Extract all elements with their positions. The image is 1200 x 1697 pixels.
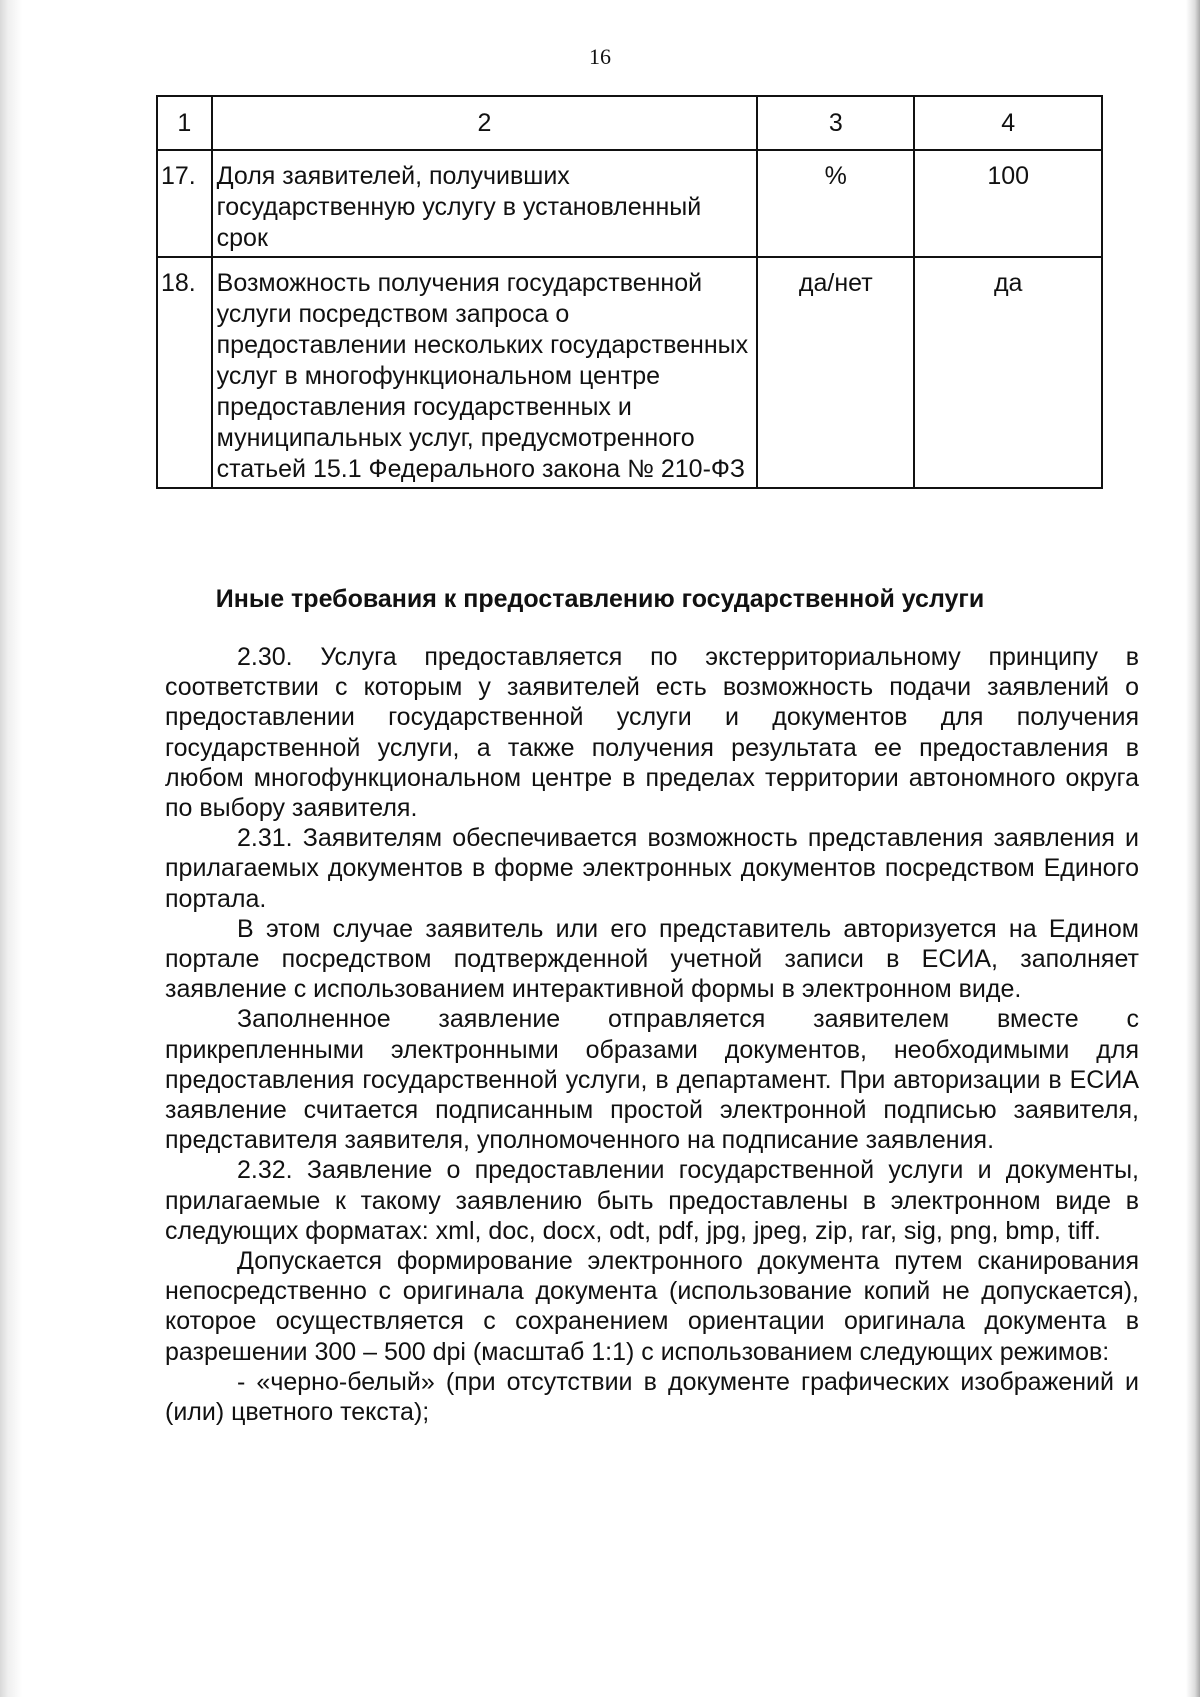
scan-edge-right (1186, 0, 1200, 1697)
indicators-table (156, 95, 1103, 489)
body-text (165, 642, 1139, 1427)
paragraph: Допускается формирование электронного документа путем сканирования непосредственно с оригинала документа (использование копий не допускается), которое осуществляется с сохранением ориентации оригинала документа в разрешении 300 – 500 dpi (масштаб 1:1) с использованием следующих режимов: (165, 1247, 1139, 1366)
indicator-value: да (914, 257, 1102, 488)
table-header-cell: 2 (212, 96, 758, 150)
scan-edge-left (0, 0, 22, 1697)
table-header-cell: 4 (914, 96, 1102, 150)
table-header-cell: 1 (157, 96, 212, 150)
table-header-row (157, 96, 1102, 150)
paragraph: Заполненное заявление отправляется заявителем вместе с прикрепленными электронными образами документов, необходимыми для предоставления государственной услуги, в департамент. При авторизации в ЕСИА заявление считается подписанным простой электронной подписью заявителя, представителя заявителя, уполномоченного на подписание заявления. (165, 1005, 1139, 1155)
unit-of-measure: да/нет (757, 257, 914, 488)
table-row (157, 257, 1102, 488)
section-heading: Иные требования к предоставлению государственной услуги (215, 585, 985, 613)
paragraph: - «черно-белый» (при отсутствии в документе графических изображений и (или) цветного текста); (165, 1367, 1139, 1427)
indicator-name: Возможность получения государственной услуги посредством запроса о предоставлении нескольких государственных услуг в многофункциональном центре предоставления государственных и муниципальных услуг, предусмотренного статьей 15.1 Федерального закона № 210-ФЗ (212, 257, 758, 488)
row-number: 17. (157, 150, 212, 257)
table-row (157, 150, 1102, 257)
row-number: 18. (157, 257, 212, 488)
table-header-cell: 3 (757, 96, 914, 150)
page-number: 16 (589, 44, 611, 69)
paragraph: В этом случае заявитель или его представитель авторизуется на Едином портале посредством подтвержденной учетной записи в ЕСИА, заполняет заявление с использованием интерактивной формы в электронном виде. (165, 914, 1139, 1004)
paragraph: 2.32. Заявление о предоставлении государственной услуги и документы, прилагаемые к такому заявлению быть предоставлены в электронном виде в следующих форматах: xml, doc, docx, odt, pdf, jpg, jpeg, zip, rar, sig, png, bmp, tiff. (165, 1156, 1139, 1245)
paragraph: 2.31. Заявителям обеспечивается возможность представления заявления и прилагаемых документов в форме электронных документов посредством Единого портала. (165, 824, 1139, 913)
indicator-value: 100 (914, 150, 1102, 257)
unit-of-measure: % (757, 150, 914, 257)
indicator-name: Доля заявителей, получивших государственную услугу в установленный срок (212, 150, 758, 257)
paragraph: 2.30. Услуга предоставляется по экстерриториальному принципу в соответствии с которым у заявителей есть возможность подачи заявлений о предоставлении государственной услуги и документов для получения государственной услуги, а также получения результата ее предоставления в любом многофункциональном центре в пределах территории автономного округа по выбору заявителя. (165, 643, 1139, 823)
